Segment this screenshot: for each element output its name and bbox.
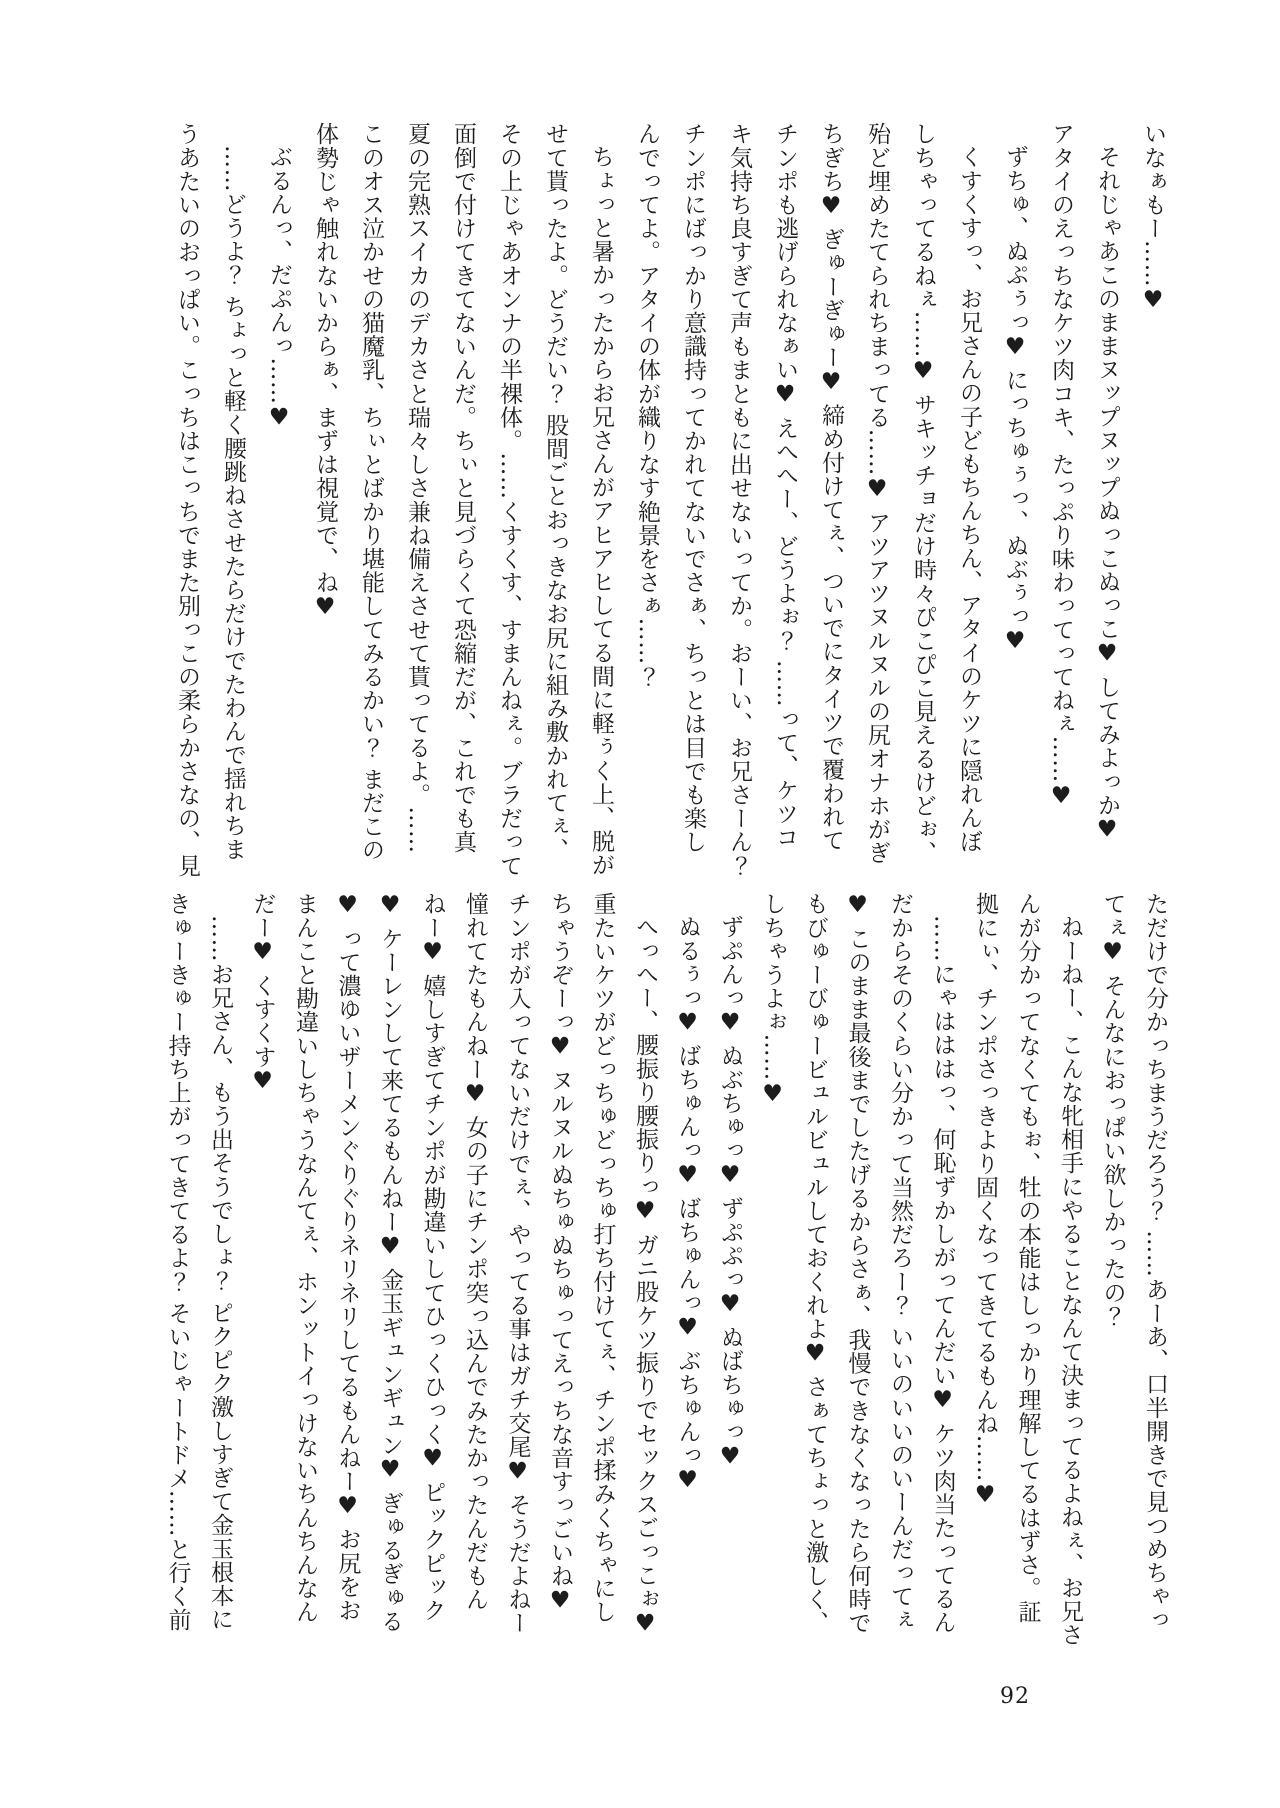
text-column: もびゅーびゅービュルビュルしておくれよ♥ さぁてちょっと激しく、 <box>802 892 828 1635</box>
text-column: いなぁもー……♥ <box>1140 122 1166 314</box>
text-column: ねーねー、こんな牝相手にやることなんて決まってるよねぇ、お兄さ <box>1057 915 1083 1647</box>
text-column: 拠にぃ、チンポさっきより固くなってきてるもんね……♥ <box>972 892 998 1509</box>
text-column: くすくすっ、お兄さんの子どもちんちん、アタイのケツに隠れんぼ <box>956 145 982 853</box>
text-column: だー♥ くすくす♥ <box>249 892 276 1095</box>
text-column: ねー♥ 嬉しすぎてチンポが勘違いしてひっくひっく♥ ピックピック <box>419 892 446 1622</box>
text-column: 殆ど埋めたてられちまってる……♥ アツアツヌルヌルの尻オナホがぎ <box>864 122 890 865</box>
text-block-lower <box>156 892 1176 1667</box>
text-column: せて貰ったよ。どうだい？ 股間ごとおっきなお尻に組み敷かれてぇ、 <box>542 122 568 862</box>
text-column: ちぎち♥ ぎゅーぎゅー♥ 締め付けてぇ、ついでにタイツで覆われて <box>818 122 844 852</box>
text-column: 憧れてたもんねー♥ 女の子にチンポ突っ込んでみたかったんだもん <box>462 892 488 1611</box>
text-column: ……お兄さん、もう出そうでしょ？ ピクピク激しすぎて金玉根本に <box>207 915 233 1631</box>
text-column: きゅーきゅー持ち上がってきてるよ？ そいじゃートドメ……と行く前 <box>164 892 191 1632</box>
text-column: その上じゃあオンナの半裸体。……くすくす、すまんねぇ。ブラだって <box>496 122 522 878</box>
text-column: 体勢じゃ触れないからぁ、まずは視覚で、ね♥ <box>312 122 338 621</box>
text-column: それじゃあこのままヌップヌップぬっこぬっこ♥ してみよっか♥ <box>1094 145 1120 844</box>
text-column: ……どうよ？ ちょっと軽く腰跳ねさせたらだけでたわんで揺れちま <box>220 145 246 861</box>
text-column: んでってよ。アタイの体が織りなす絶景をさぁ……？ <box>634 122 660 689</box>
text-column: キ気持ち良すぎて声もまともに出せないってか。おーい、お兄さーん？ <box>726 122 752 878</box>
text-column: チンポも逃げられなぁい♥ えへへー、どうよぉ？ ……って、ケツコ <box>772 122 798 849</box>
text-column: ただけで分かっちまうだろう？ ……あーあ、口半開きで見つめちゃっ <box>1142 892 1168 1632</box>
text-column: チンポが入ってないだけでぇ、やってる事はガチ交尾♥ そうだよねー <box>504 892 531 1635</box>
text-column: ぬるぅっ♥ ばちゅんっ♥ ばちゅんっ♥ ぶちゅんっ♥ <box>674 915 701 1494</box>
text-column: しちゃってるねぇ……♥ サキッチョだけ時々ぴこぴこ見えるけどぉ、 <box>910 122 936 865</box>
text-column: ずちゅ、ぬぷぅっ♥ にっちゅぅっ、ぬぶぅっ♥ <box>1002 145 1028 655</box>
text-column: うあたいのおっぱい。こっちはこっちでまた別っこの柔らかさなの、見 <box>174 122 200 878</box>
text-column: チンポにばっかり意識持ってかれてないでさぁ、ちっとは目でも楽し <box>680 122 706 854</box>
text-column: へっへー、腰振り腰振りっ♥ ガニ股ケツ振りでセックスごっこぉ♥ <box>632 915 658 1637</box>
text-column: しちゃうよぉ……♥ <box>759 892 786 1108</box>
text-column: ずぷんっ♥ ぬぶちゅっ♥ ずぷぷっ♥ ぬばちゅっ♥ <box>717 915 743 1470</box>
text-column: ぶるんっ、だぷんっ……♥ <box>266 145 292 432</box>
text-column: ♥ って濃ゆいザーメンぐりぐりネリネリしてるもんねー♥ お尻をお <box>334 892 361 1622</box>
text-column: んが分かってなくてもぉ、牡の本能はしっかり理解してるはずさ。証 <box>1014 892 1041 1624</box>
text-column: まんこと勘違いしちゃうなんてぇ、ホンットイっけないちんちんなん <box>292 892 318 1624</box>
text-column: 夏の完熟スイカのデカさと瑞々しさ兼ね備えさせて貰ってるよ。…… <box>404 122 430 854</box>
text-column: ♥ ケーレンして来てるもんねー♥ 金玉ギュンギュン♥ ぎゅるぎゅる <box>377 892 403 1633</box>
text-column: ちょっと暑かったからお兄さんがアヒアヒしてる間に軽ぅく上、脱が <box>588 145 614 877</box>
text-block-upper <box>164 122 1176 878</box>
text-column: 重たいケツがどっちゅどっちゅ打ち付けてぇ、チンポ揉みくちゃにし <box>589 892 616 1624</box>
text-column: 面倒で付けてきてないんだ。ちぃと見づらくて恐縮だが、これでも真 <box>450 122 476 854</box>
text-column: このオス泣かせの猫魔乳、ちぃとばかり堪能してみるかい？ まだこの <box>358 122 384 862</box>
text-column: てぇ♥ そんなにおっぱい欲しかったの？ <box>1099 892 1126 1328</box>
text-column: ちゃうぞーっ♥ ヌルヌルぬちゅぬちゅってえっちな音すっごいね♥ <box>547 892 573 1614</box>
text-column: アタイのえっちなケツ肉コキ、たっぷり味わってってねぇ……♥ <box>1048 122 1074 810</box>
text-column: ……にゃはははっ、何恥ずかしがってんだい♥ ケツ肉当たってるん <box>929 915 956 1634</box>
page-number: 92 <box>1000 1684 1030 1709</box>
text-column: だからそのくらい分かって当然だろー？ いいのいいのいーんだってぇ <box>887 892 913 1632</box>
text-column: ♥ このまま最後までしたげるからさぁ、我慢できなくなったら何時で <box>844 892 871 1635</box>
